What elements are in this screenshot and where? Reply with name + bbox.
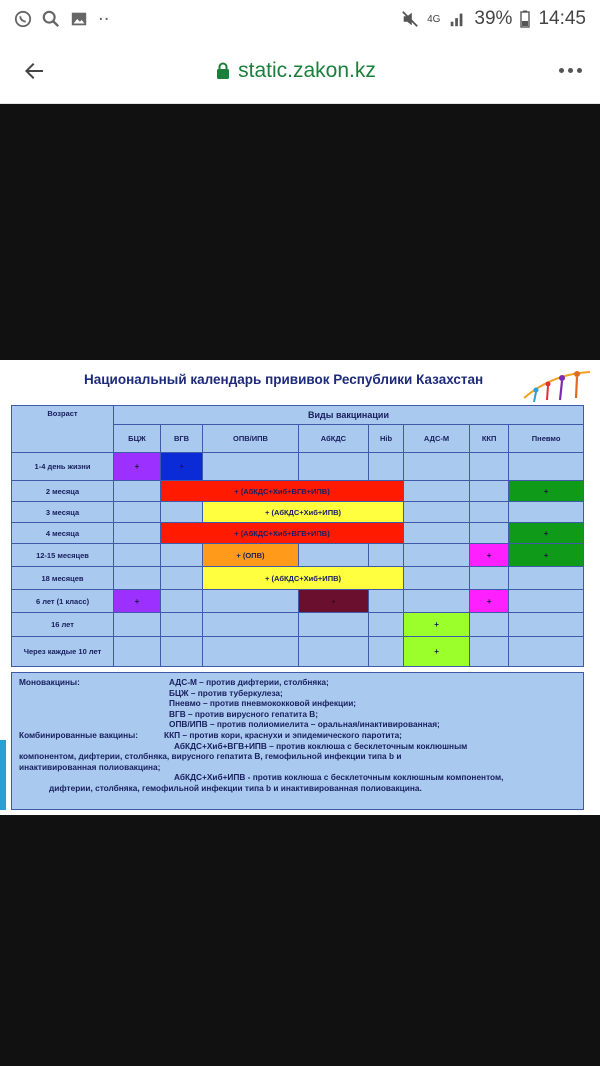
browser-toolbar	[0, 38, 600, 104]
image-viewer[interactable]	[0, 104, 600, 1066]
cell-mark: +	[434, 620, 439, 629]
combo-cell: + (АбКДС+Хиб+ИПВ)	[203, 567, 404, 590]
combo-cell: + (АбКДС+Хиб+ВГВ+ИПВ)	[161, 523, 404, 544]
cell	[509, 502, 584, 523]
combo-cell: + (ОПВ)	[203, 544, 299, 567]
cell	[203, 453, 299, 481]
mute-icon	[401, 10, 419, 28]
more-notifications-icon: ··	[98, 8, 110, 30]
poster-side-decoration	[0, 740, 6, 810]
combo-cell: + (АбКДС+Хиб+ИПВ)	[203, 502, 404, 523]
cell-mark: +	[543, 550, 549, 560]
column-header: АДС-М	[404, 425, 470, 453]
cell	[114, 481, 161, 502]
cell	[114, 637, 161, 667]
row-age: 1-4 день жизни	[12, 453, 114, 481]
cell-dtap	[298, 590, 368, 613]
row-age: 3 месяца	[12, 502, 114, 523]
table-row	[12, 567, 584, 590]
cell	[114, 613, 161, 637]
column-header: Пневмо	[509, 425, 584, 453]
cell	[509, 637, 584, 667]
cell	[161, 613, 203, 637]
cell-pneumo	[509, 544, 584, 567]
more-icon	[559, 68, 564, 73]
children-logo-icon	[522, 364, 592, 406]
legend-line: Пневмо – против пневмококковой инфекции;	[169, 698, 357, 709]
cell	[404, 590, 470, 613]
lock-icon	[216, 62, 230, 80]
arrow-left-icon	[22, 59, 46, 83]
cell-ads	[404, 613, 470, 637]
cell	[470, 453, 509, 481]
cell	[404, 453, 470, 481]
column-header: ВГВ	[161, 425, 203, 453]
whatsapp-icon	[14, 10, 32, 28]
cell	[203, 590, 299, 613]
row-age: 16 лет	[12, 613, 114, 637]
cell	[470, 481, 509, 502]
column-header: Hib	[369, 425, 404, 453]
legend-line: ОПВ/ИПВ – против полиомиелита – оральная/инактивированная;	[169, 719, 440, 730]
row-age: 6 лет (1 класс)	[12, 590, 114, 613]
cell	[404, 544, 470, 567]
cell	[509, 453, 584, 481]
cell-mark: +	[543, 528, 549, 538]
table-row	[12, 544, 584, 567]
cell	[161, 544, 203, 567]
cell	[298, 613, 368, 637]
cell	[298, 637, 368, 667]
column-header: ОПВ/ИПВ	[203, 425, 299, 453]
row-age: Через каждые 10 лет	[12, 637, 114, 667]
legend-mono-label: Моновакцины:	[19, 677, 80, 687]
legend-line: ККП – против кори, краснухи и эпидемического паротита;	[164, 729, 402, 740]
cell	[404, 523, 470, 544]
cell-mark: +	[331, 596, 336, 606]
cell-mark: +	[486, 550, 492, 560]
column-header: БЦЖ	[114, 425, 161, 453]
signal-icon	[448, 10, 466, 28]
image-icon	[70, 10, 88, 28]
cell	[161, 567, 203, 590]
cell	[369, 453, 404, 481]
legend-line: БЦЖ – против туберкулеза;	[169, 687, 283, 698]
cell	[161, 502, 203, 523]
overflow-menu-button[interactable]	[542, 68, 582, 73]
back-button[interactable]	[18, 55, 50, 87]
address-bar[interactable]	[50, 59, 542, 83]
cell-mark: +	[434, 647, 439, 656]
table-row	[12, 453, 584, 481]
column-header: ККП	[470, 425, 509, 453]
legend	[11, 672, 584, 810]
table-row	[12, 523, 584, 544]
cell-bcg	[114, 453, 161, 481]
cell	[470, 613, 509, 637]
cell	[470, 637, 509, 667]
cell-ads	[404, 637, 470, 667]
poster-title: Национальный календарь прививок Республики Казахстан	[84, 372, 484, 387]
row-age: 4 месяца	[12, 523, 114, 544]
battery-icon	[520, 10, 530, 28]
row-age: 18 месяцев	[12, 567, 114, 590]
legend-line: компонентом, дифтерии, столбняка, вирусного гепатита В, гемофильной инфекции типа b и	[19, 751, 402, 762]
table-row	[12, 502, 584, 523]
cell	[404, 567, 470, 590]
cell-mark: +	[179, 462, 184, 471]
cell	[203, 613, 299, 637]
legend-line: инактивированная полиовакцина;	[19, 761, 161, 772]
cell-pneumo	[509, 523, 584, 544]
status-bar	[0, 0, 600, 38]
cell	[161, 637, 203, 667]
legend-combo-label: Комбинированные вакцины:	[19, 729, 138, 740]
cell	[509, 567, 584, 590]
cell-pneumo	[509, 481, 584, 502]
cell	[114, 502, 161, 523]
cell	[509, 590, 584, 613]
table-row	[12, 613, 584, 637]
cell-mmr	[470, 590, 509, 613]
more-icon-dot	[568, 68, 573, 73]
table-row	[12, 590, 584, 613]
cell	[369, 637, 404, 667]
cell	[161, 590, 203, 613]
cell	[298, 453, 368, 481]
cell-mark: +	[543, 486, 549, 496]
cell	[470, 523, 509, 544]
cell	[298, 544, 368, 567]
combo-cell: + (АбКДС+Хиб+ВГВ+ИПВ)	[161, 481, 404, 502]
cell-mark: +	[486, 596, 492, 606]
cell	[369, 613, 404, 637]
vaccination-poster	[0, 360, 600, 815]
header-age: Возраст	[12, 406, 114, 453]
cell	[203, 637, 299, 667]
url-text: static.zakon.kz	[238, 58, 376, 82]
cell	[509, 613, 584, 637]
cell-mark: +	[134, 596, 140, 606]
cell	[470, 567, 509, 590]
cell-hepb	[161, 453, 203, 481]
cell	[404, 481, 470, 502]
legend-line: дифтерии, столбняка, гемофильной инфекции типа b и инактивированная полиовакцина.	[49, 782, 422, 793]
legend-line: АДС-М – против дифтерии, столбняка;	[169, 677, 329, 687]
cell	[114, 523, 161, 544]
legend-line: АбКДС+Хиб+ВГВ+ИПВ – против коклюша с бесклеточным коклюшным	[174, 740, 468, 751]
search-icon	[42, 10, 60, 28]
cell	[369, 544, 404, 567]
table-row	[12, 481, 584, 502]
more-icon-dot	[577, 68, 582, 73]
cell-bcg	[114, 590, 161, 613]
battery-level: 39%	[474, 8, 513, 29]
clock: 14:45	[538, 8, 586, 29]
cell-mark: +	[134, 462, 140, 471]
row-age: 2 месяца	[12, 481, 114, 502]
legend-line: ВГВ – против вирусного гепатита В;	[169, 708, 318, 719]
vaccination-table	[11, 405, 584, 667]
cell	[470, 502, 509, 523]
header-vaccination-types: Виды вакцинации	[114, 406, 584, 425]
table-row	[12, 637, 584, 667]
cell	[114, 544, 161, 567]
cell	[369, 590, 404, 613]
cell	[114, 567, 161, 590]
network-type: 4G	[427, 13, 441, 25]
cell	[404, 502, 470, 523]
column-header: АбКДС	[298, 425, 368, 453]
cell-mmr	[470, 544, 509, 567]
row-age: 12-15 месяцев	[12, 544, 114, 567]
legend-line: АбКДС+Хиб+ИПВ - против коклюша с бесклеточным коклюшным компонентом,	[174, 772, 504, 783]
